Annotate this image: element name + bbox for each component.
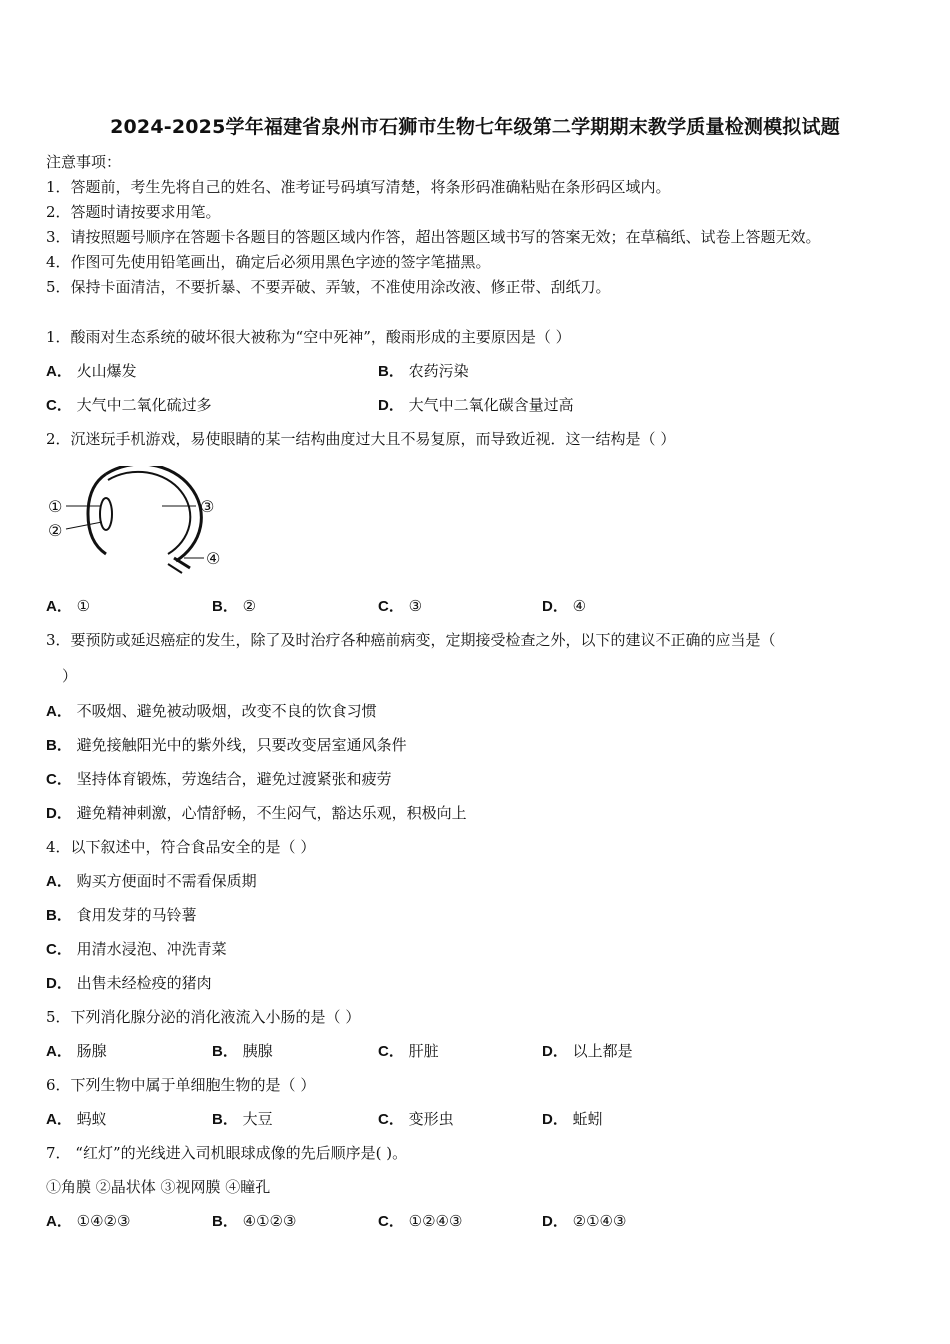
q1-option-a: A． 火山爆发 — [46, 362, 137, 380]
optic-nerve-upper — [174, 558, 190, 568]
notes-item: 4．作图可先使用铅笔画出，确定后必须用黑色字迹的签字笔描黑。 — [46, 253, 491, 271]
q6-option-d: D． 蚯蚓 — [542, 1110, 603, 1128]
q7-option-c: C． ①②④③ — [378, 1212, 463, 1230]
question-3-stem-continued: ） — [62, 667, 78, 685]
q7-option-b: B． ④①②③ — [212, 1212, 297, 1230]
eye-inner-wall — [108, 472, 190, 554]
question-7-stem: 7． “红灯”的光线进入司机眼球成像的先后顺序是( )。 — [46, 1144, 408, 1162]
q4-option-a: A． 购买方便面时不需看保质期 — [46, 872, 257, 890]
q2-option-a: A． ① — [46, 597, 91, 615]
page-title: 2024-2025学年福建省泉州市石狮市生物七年级第二学期期末教学质量检测模拟试题 — [110, 116, 840, 138]
q4-option-c: C． 用清水浸泡、冲洗青菜 — [46, 940, 227, 958]
q1-option-b: B． 农药污染 — [378, 362, 469, 380]
q3-option-d: D． 避免精神刺激，心情舒畅，不生闷气，豁达乐观，积极向上 — [46, 804, 467, 822]
q4-option-d: D． 出售未经检疫的猪肉 — [46, 974, 212, 992]
optic-nerve-lower — [168, 564, 182, 573]
diagram-label-4: ④ — [206, 549, 221, 568]
q2-option-c: C． ③ — [378, 597, 423, 615]
q3-option-c: C． 坚持体育锻炼，劳逸结合，避免过渡紧张和疲劳 — [46, 770, 392, 788]
q4-option-b: B． 食用发芽的马铃薯 — [46, 906, 197, 924]
q5-option-c: C． 肝脏 — [378, 1042, 439, 1060]
question-4-stem: 4．以下叙述中，符合食品安全的是（ ） — [46, 838, 316, 856]
notes-heading: 注意事项： — [46, 153, 122, 171]
notes-item: 1．答题前，考生先将自己的姓名、准考证号码填写清楚，将条形码准确粘贴在条形码区域内。 — [46, 178, 671, 196]
question-1-stem: 1．酸雨对生态系统的破坏很大被称为“空中死神”，酸雨形成的主要原因是（ ） — [46, 328, 571, 346]
eye-diagram — [44, 466, 230, 574]
q1-option-c: C． 大气中二氧化硫过多 — [46, 396, 212, 414]
q2-option-b: B． ② — [212, 597, 257, 615]
eye-outer-wall — [106, 466, 201, 561]
q5-option-a: A． 肠腺 — [46, 1042, 107, 1060]
q6-option-c: C． 变形虫 — [378, 1110, 454, 1128]
notes-item: 3．请按照题号顺序在答题卡各题目的答题区域内作答，超出答题区域书写的答案无效；在草稿纸、试卷上答题无效。 — [46, 228, 821, 246]
lens — [100, 498, 112, 530]
q2-option-d: D． ④ — [542, 597, 587, 615]
q7-option-d: D． ②①④③ — [542, 1212, 627, 1230]
notes-item: 5．保持卡面清洁，不要折暴、不要弄破、弄皱，不准使用涂改液、修正带、刮纸刀。 — [46, 278, 611, 296]
q6-option-b: B． 大豆 — [212, 1110, 273, 1128]
q3-option-a: A． 不吸烟、避免被动吸烟，改变不良的饮食习惯 — [46, 702, 377, 720]
diagram-label-2: ② — [48, 521, 63, 540]
cornea — [88, 474, 106, 554]
q5-option-d: D． 以上都是 — [542, 1042, 633, 1060]
q5-option-b: B． 胰腺 — [212, 1042, 273, 1060]
question-2-stem: 2．沉迷玩手机游戏，易使眼睛的某一结构曲度过大且不易复原，而导致近视．这一结构是（ ） — [46, 430, 676, 448]
question-3-stem: 3．要预防或延迟癌症的发生，除了及时治疗各种癌前病变，定期接受检查之外，以下的建议不正确的应当是（ — [46, 631, 776, 649]
diagram-label-3: ③ — [200, 497, 215, 516]
q1-option-d: D． 大气中二氧化碳含量过高 — [378, 396, 574, 414]
question-5-stem: 5．下列消化腺分泌的消化液流入小肠的是（ ） — [46, 1008, 361, 1026]
question-7-items: ①角膜 ②晶状体 ③视网膜 ④瞳孔 — [46, 1178, 271, 1196]
q7-option-a: A． ①④②③ — [46, 1212, 131, 1230]
diagram-label-1: ① — [48, 497, 63, 516]
notes-item: 2．答题时请按要求用笔。 — [46, 203, 221, 221]
q6-option-a: A． 蚂蚁 — [46, 1110, 107, 1128]
question-6-stem: 6．下列生物中属于单细胞生物的是（ ） — [46, 1076, 316, 1094]
q3-option-b: B． 避免接触阳光中的紫外线，只要改变居室通风条件 — [46, 736, 407, 754]
